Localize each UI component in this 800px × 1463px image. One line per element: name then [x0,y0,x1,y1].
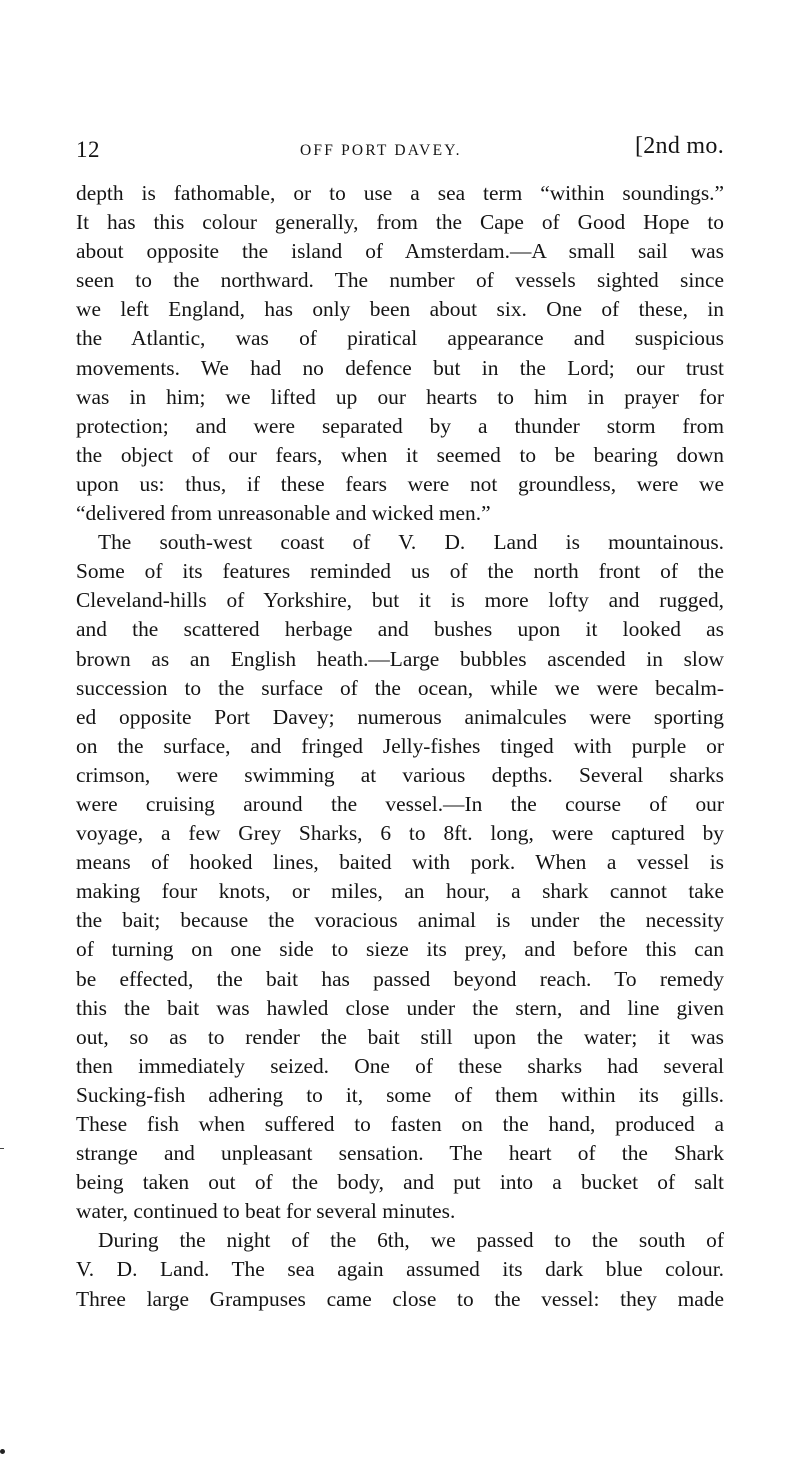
text-line: seen to the northward. The number of vessels sighted since [76,268,724,293]
text-line: making four knots, or miles, an hour, a shark cannot take [76,879,724,904]
body-text [76,179,724,1314]
text-line: Some of its features reminded us of the north front of the [76,559,724,584]
text-line: movements. We had no defence but in the Lord; our trust [76,355,724,380]
text-line: the bait; because the voracious animal is under the necessity [76,908,724,933]
text-line: and the scattered herbage and bushes upon it looked as [76,617,724,642]
text-line: These fish when suffered to fasten on the hand, produced a [76,1112,724,1136]
text-line: depth is fathomable, or to use a sea term “within soundings.” [76,181,724,205]
running-title: OFF PORT DAVEY. [300,142,462,159]
text-line: brown as an English heath.—Large bubbles ascended in slow [76,646,724,671]
text-line: we left England, has only been about six. One of these, in [76,297,724,322]
scan-speck [0,1449,5,1454]
text-line: about opposite the island of Amsterdam.—A small sail was [76,239,724,264]
text-line: Three large Grampuses came close to the vessel: they made [76,1286,724,1311]
paragraph-end-line: water, continued to beat for several minutes. [76,1199,456,1224]
text-line: strange and unpleasant sensation. The heart of the Shark [76,1141,724,1166]
text-line: the object of our fears, when it seemed to be bearing down [76,442,724,467]
text-line: voyage, a few Grey Sharks, 6 to 8ft. long, were captured by [76,821,724,846]
paragraph-start-line: During the night of the 6th, we passed to the south of [98,1228,724,1253]
page-number: 12 [76,137,100,162]
text-line: being taken out of the body, and put into a bucket of salt [76,1170,724,1195]
text-line: were cruising around the vessel.—In the course of our [76,791,724,816]
text-line: succession to the surface of the ocean, while we were becalm- [76,675,724,700]
text-line: ed opposite Port Davey; numerous animalcules were sporting [76,704,724,729]
text-line: the Atlantic, was of piratical appearance and suspicious [76,326,724,351]
text-line: this the bait was hawled close under the stern, and line given [76,995,724,1020]
section-marker: [2nd mo. [634,133,724,159]
text-line: be effected, the bait has passed beyond reach. To remedy [76,966,724,991]
running-head [76,133,724,167]
text-line: was in him; we lifted up our hearts to him in prayer for [76,384,724,409]
text-line: of turning on one side to sieze its prey, and before this can [76,937,724,962]
text-line: V. D. Land. The sea again assumed its dark blue colour. [76,1257,724,1282]
text-line: Sucking-fish adhering to it, some of them within its gills. [76,1082,724,1107]
paragraph-start-line: The south-west coast of V. D. Land is mountainous. [98,530,724,555]
text-line: out, so as to render the bait still upon the water; it was [76,1024,724,1049]
text-line: protection; and were separated by a thunder storm from [76,413,724,438]
text-line: on the surface, and fringed Jelly-fishes tinged with purple or [76,733,724,758]
text-line: crimson, were swimming at various depths. Several sharks [76,762,724,787]
margin-mark [0,1148,4,1149]
text-line: It has this colour generally, from the Cape of Good Hope to [76,210,724,235]
text-line: then immediately seized. One of these sharks had several [76,1053,724,1078]
text-line: means of hooked lines, baited with pork. When a vessel is [76,850,724,875]
text-line: Cleveland-hills of Yorkshire, but it is more lofty and rugged, [76,588,724,613]
text-line: upon us: thus, if these fears were not groundless, were we [76,471,724,496]
paragraph-end-line: “delivered from unreasonable and wicked men.” [76,501,491,526]
